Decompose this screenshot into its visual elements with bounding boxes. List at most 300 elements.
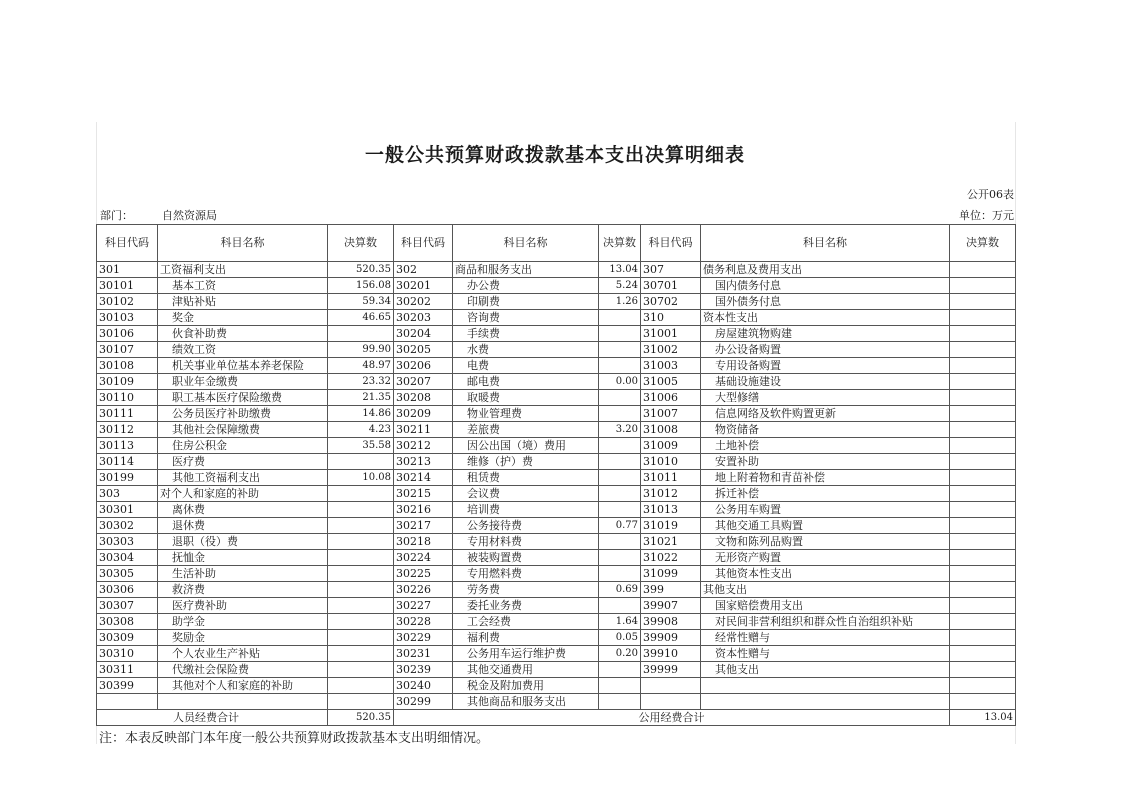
amount-cell-1: 10.08 xyxy=(328,470,394,486)
subject-name-cell-3: 地上附着物和青苗补偿 xyxy=(701,470,950,486)
amount-cell-3 xyxy=(950,358,1016,374)
subject-name-cell-3: 资本性赠与 xyxy=(701,646,950,662)
subject-code-cell-3: 31002 xyxy=(641,342,701,358)
subject-name-cell-1: 个人农业生产补贴 xyxy=(158,646,328,662)
subject-code-cell-2: 30227 xyxy=(394,598,453,614)
subject-code-cell-2: 30228 xyxy=(394,614,453,630)
subject-name-cell-2: 差旅费 xyxy=(453,422,599,438)
subject-code-cell-2: 30240 xyxy=(394,678,453,694)
subject-name-cell-1: 其他社会保障缴费 xyxy=(158,422,328,438)
public-total-value: 13.04 xyxy=(950,710,1016,726)
subject-name-cell-3: 物资储备 xyxy=(701,422,950,438)
subject-name-cell-3 xyxy=(701,678,950,694)
table-row xyxy=(97,502,1016,518)
subject-code-cell-1 xyxy=(97,694,158,710)
subject-code-cell-1: 30112 xyxy=(97,422,158,438)
amount-cell-3 xyxy=(950,470,1016,486)
subject-code-cell-3: 31009 xyxy=(641,438,701,454)
subject-code-cell-1: 30309 xyxy=(97,630,158,646)
amount-cell-2 xyxy=(599,454,641,470)
subject-code-cell-1: 30110 xyxy=(97,390,158,406)
subject-name-cell-3: 其他支出 xyxy=(701,582,950,598)
table-row xyxy=(97,310,1016,326)
amount-cell-1: 48.97 xyxy=(328,358,394,374)
totals-row xyxy=(97,710,1016,726)
subject-name-cell-2: 邮电费 xyxy=(453,374,599,390)
subject-code-cell-1: 30301 xyxy=(97,502,158,518)
table-row xyxy=(97,486,1016,502)
amount-cell-3 xyxy=(950,534,1016,550)
subject-name-cell-1: 抚恤金 xyxy=(158,550,328,566)
table-row xyxy=(97,390,1016,406)
amount-cell-1: 23.32 xyxy=(328,374,394,390)
footnote: 注：本表反映部门本年度一般公共预算财政拨款基本支出明细情况。 xyxy=(99,731,490,746)
header-amount-3: 决算数 xyxy=(950,225,1016,262)
subject-name-cell-2: 工会经费 xyxy=(453,614,599,630)
subject-code-cell-3: 31022 xyxy=(641,550,701,566)
amount-cell-1: 14.86 xyxy=(328,406,394,422)
subject-code-cell-3: 31013 xyxy=(641,502,701,518)
subject-name-cell-3: 无形资产购置 xyxy=(701,550,950,566)
subject-name-cell-1: 机关事业单位基本养老保险 xyxy=(158,358,328,374)
personnel-total-value: 520.35 xyxy=(328,710,394,726)
subject-code-cell-3: 31006 xyxy=(641,390,701,406)
subject-name-cell-1 xyxy=(158,694,328,710)
subject-code-cell-2: 30203 xyxy=(394,310,453,326)
table-row xyxy=(97,422,1016,438)
subject-name-cell-3: 大型修缮 xyxy=(701,390,950,406)
amount-cell-3 xyxy=(950,406,1016,422)
subject-code-cell-2: 30224 xyxy=(394,550,453,566)
amount-cell-1: 4.23 xyxy=(328,422,394,438)
subject-name-cell-3: 其他资本性支出 xyxy=(701,566,950,582)
expenditure-table-wrapper xyxy=(96,224,1015,726)
amount-cell-3 xyxy=(950,646,1016,662)
subject-code-cell-1: 30303 xyxy=(97,534,158,550)
subject-code-cell-3: 31001 xyxy=(641,326,701,342)
header-name-2: 科目名称 xyxy=(453,225,599,262)
subject-code-cell-1: 30108 xyxy=(97,358,158,374)
subject-name-cell-2: 税金及附加费用 xyxy=(453,678,599,694)
subject-code-cell-3: 399 xyxy=(641,582,701,598)
subject-name-cell-3: 土地补偿 xyxy=(701,438,950,454)
header-name-1: 科目名称 xyxy=(158,225,328,262)
subject-name-cell-3: 对民间非营利组织和群众性自治组织补贴 xyxy=(701,614,950,630)
amount-cell-2 xyxy=(599,470,641,486)
amount-cell-3 xyxy=(950,550,1016,566)
subject-name-cell-2: 租赁费 xyxy=(453,470,599,486)
amount-cell-1: 156.08 xyxy=(328,278,394,294)
amount-cell-1 xyxy=(328,694,394,710)
amount-cell-2 xyxy=(599,326,641,342)
header-code-2: 科目代码 xyxy=(394,225,453,262)
subject-code-cell-2: 30239 xyxy=(394,662,453,678)
subject-name-cell-1: 退职（役）费 xyxy=(158,534,328,550)
subject-name-cell-2: 专用材料费 xyxy=(453,534,599,550)
subject-name-cell-2: 公务用车运行维护费 xyxy=(453,646,599,662)
subject-name-cell-1: 离休费 xyxy=(158,502,328,518)
subject-name-cell-2: 公务接待费 xyxy=(453,518,599,534)
amount-cell-2: 5.24 xyxy=(599,278,641,294)
amount-cell-2: 0.77 xyxy=(599,518,641,534)
subject-name-cell-3: 国外债务付息 xyxy=(701,294,950,310)
subject-name-cell-3: 拆迁补偿 xyxy=(701,486,950,502)
table-row xyxy=(97,262,1016,278)
amount-cell-3 xyxy=(950,582,1016,598)
subject-code-cell-3: 39908 xyxy=(641,614,701,630)
subject-code-cell-3: 39910 xyxy=(641,646,701,662)
subject-code-cell-3 xyxy=(641,694,701,710)
subject-name-cell-2: 因公出国（境）费用 xyxy=(453,438,599,454)
subject-name-cell-2: 电费 xyxy=(453,358,599,374)
subject-name-cell-2: 物业管理费 xyxy=(453,406,599,422)
amount-cell-1 xyxy=(328,598,394,614)
amount-cell-2: 13.04 xyxy=(599,262,641,278)
subject-name-cell-1: 助学金 xyxy=(158,614,328,630)
subject-name-cell-2: 印刷费 xyxy=(453,294,599,310)
amount-cell-1 xyxy=(328,550,394,566)
amount-cell-2 xyxy=(599,550,641,566)
subject-code-cell-2: 30204 xyxy=(394,326,453,342)
amount-cell-2 xyxy=(599,438,641,454)
table-row xyxy=(97,582,1016,598)
subject-code-cell-2: 30208 xyxy=(394,390,453,406)
expenditure-table xyxy=(96,224,1016,726)
subject-name-cell-2: 水费 xyxy=(453,342,599,358)
subject-code-cell-1: 30307 xyxy=(97,598,158,614)
amount-cell-2: 3.20 xyxy=(599,422,641,438)
subject-code-cell-3: 31021 xyxy=(641,534,701,550)
subject-name-cell-2: 会议费 xyxy=(453,486,599,502)
amount-cell-3 xyxy=(950,518,1016,534)
table-row xyxy=(97,646,1016,662)
amount-cell-2 xyxy=(599,694,641,710)
subject-name-cell-1: 医疗费补助 xyxy=(158,598,328,614)
amount-cell-2 xyxy=(599,598,641,614)
amount-cell-1: 21.35 xyxy=(328,390,394,406)
table-row xyxy=(97,566,1016,582)
amount-cell-2 xyxy=(599,342,641,358)
subject-code-cell-2: 30202 xyxy=(394,294,453,310)
subject-name-cell-2: 专用燃料费 xyxy=(453,566,599,582)
subject-code-cell-2: 30207 xyxy=(394,374,453,390)
header-code-3: 科目代码 xyxy=(641,225,701,262)
subject-code-cell-1: 30311 xyxy=(97,662,158,678)
table-row xyxy=(97,374,1016,390)
amount-cell-1 xyxy=(328,326,394,342)
table-row xyxy=(97,694,1016,710)
subject-code-cell-2: 30201 xyxy=(394,278,453,294)
subject-name-cell-2: 其他商品和服务支出 xyxy=(453,694,599,710)
subject-code-cell-1: 30308 xyxy=(97,614,158,630)
subject-code-cell-3: 31099 xyxy=(641,566,701,582)
amount-cell-1 xyxy=(328,454,394,470)
amount-cell-2: 0.20 xyxy=(599,646,641,662)
subject-name-cell-2: 办公费 xyxy=(453,278,599,294)
amount-cell-3 xyxy=(950,262,1016,278)
amount-cell-2 xyxy=(599,678,641,694)
subject-code-cell-2: 30214 xyxy=(394,470,453,486)
table-row xyxy=(97,294,1016,310)
subject-code-cell-3: 30702 xyxy=(641,294,701,310)
subject-name-cell-1: 基本工资 xyxy=(158,278,328,294)
subject-name-cell-2: 培训费 xyxy=(453,502,599,518)
subject-code-cell-2: 30299 xyxy=(394,694,453,710)
table-row xyxy=(97,662,1016,678)
subject-name-cell-1: 工资福利支出 xyxy=(158,262,328,278)
amount-cell-3 xyxy=(950,678,1016,694)
subject-name-cell-1: 对个人和家庭的补助 xyxy=(158,486,328,502)
subject-code-cell-2: 30212 xyxy=(394,438,453,454)
unit-label: 单位：万元 xyxy=(959,209,1014,222)
amount-cell-1 xyxy=(328,614,394,630)
amount-cell-2: 1.26 xyxy=(599,294,641,310)
table-row xyxy=(97,342,1016,358)
table-body xyxy=(97,262,1016,710)
amount-cell-1 xyxy=(328,678,394,694)
subject-code-cell-3 xyxy=(641,678,701,694)
subject-name-cell-1: 奖金 xyxy=(158,310,328,326)
table-row xyxy=(97,470,1016,486)
subject-name-cell-2: 取暖费 xyxy=(453,390,599,406)
subject-name-cell-1: 伙食补助费 xyxy=(158,326,328,342)
subject-name-cell-1: 生活补助 xyxy=(158,566,328,582)
amount-cell-1 xyxy=(328,630,394,646)
subject-code-cell-1: 30102 xyxy=(97,294,158,310)
subject-name-cell-1: 其他对个人和家庭的补助 xyxy=(158,678,328,694)
amount-cell-3 xyxy=(950,326,1016,342)
subject-name-cell-3: 信息网络及软件购置更新 xyxy=(701,406,950,422)
amount-cell-1: 99.90 xyxy=(328,342,394,358)
subject-code-cell-3: 307 xyxy=(641,262,701,278)
subject-name-cell-2: 劳务费 xyxy=(453,582,599,598)
subject-name-cell-3: 基础设施建设 xyxy=(701,374,950,390)
subject-code-cell-3: 31008 xyxy=(641,422,701,438)
amount-cell-2: 0.05 xyxy=(599,630,641,646)
subject-name-cell-1: 职工基本医疗保险缴费 xyxy=(158,390,328,406)
amount-cell-2 xyxy=(599,406,641,422)
subject-code-cell-3: 31005 xyxy=(641,374,701,390)
subject-name-cell-2: 委托业务费 xyxy=(453,598,599,614)
amount-cell-3 xyxy=(950,310,1016,326)
department-value: 自然资源局 xyxy=(162,209,217,222)
amount-cell-3 xyxy=(950,614,1016,630)
amount-cell-1 xyxy=(328,662,394,678)
header-amount-1: 决算数 xyxy=(328,225,394,262)
subject-name-cell-1: 公务员医疗补助缴费 xyxy=(158,406,328,422)
subject-code-cell-2: 30215 xyxy=(394,486,453,502)
table-row xyxy=(97,278,1016,294)
subject-name-cell-3: 国家赔偿费用支出 xyxy=(701,598,950,614)
subject-code-cell-1: 30111 xyxy=(97,406,158,422)
subject-code-cell-1: 30199 xyxy=(97,470,158,486)
subject-code-cell-1: 30103 xyxy=(97,310,158,326)
personnel-total-label: 人员经费合计 xyxy=(97,710,328,726)
amount-cell-3 xyxy=(950,390,1016,406)
subject-code-cell-3: 30701 xyxy=(641,278,701,294)
table-row xyxy=(97,406,1016,422)
subject-code-cell-1: 30306 xyxy=(97,582,158,598)
subject-name-cell-3: 债务利息及费用支出 xyxy=(701,262,950,278)
amount-cell-1 xyxy=(328,566,394,582)
table-row xyxy=(97,358,1016,374)
subject-name-cell-1: 职业年金缴费 xyxy=(158,374,328,390)
subject-code-cell-3: 31012 xyxy=(641,486,701,502)
amount-cell-3 xyxy=(950,486,1016,502)
amount-cell-1 xyxy=(328,646,394,662)
amount-cell-1: 46.65 xyxy=(328,310,394,326)
subject-name-cell-3: 其他交通工具购置 xyxy=(701,518,950,534)
table-row xyxy=(97,326,1016,342)
subject-code-cell-3: 31003 xyxy=(641,358,701,374)
header-amount-2: 决算数 xyxy=(599,225,641,262)
amount-cell-2 xyxy=(599,566,641,582)
amount-cell-3 xyxy=(950,278,1016,294)
amount-cell-3 xyxy=(950,438,1016,454)
amount-cell-3 xyxy=(950,662,1016,678)
subject-name-cell-1: 绩效工资 xyxy=(158,342,328,358)
subject-code-cell-2: 30217 xyxy=(394,518,453,534)
table-row xyxy=(97,518,1016,534)
subject-name-cell-2: 手续费 xyxy=(453,326,599,342)
subject-code-cell-1: 30107 xyxy=(97,342,158,358)
subject-code-cell-1: 30310 xyxy=(97,646,158,662)
subject-name-cell-3: 办公设备购置 xyxy=(701,342,950,358)
subject-name-cell-3: 专用设备购置 xyxy=(701,358,950,374)
amount-cell-2 xyxy=(599,390,641,406)
subject-name-cell-3: 其他支出 xyxy=(701,662,950,678)
subject-name-cell-3: 国内债务付息 xyxy=(701,278,950,294)
subject-code-cell-3: 31007 xyxy=(641,406,701,422)
subject-code-cell-1: 30109 xyxy=(97,374,158,390)
subject-name-cell-1: 救济费 xyxy=(158,582,328,598)
subject-code-cell-1: 30305 xyxy=(97,566,158,582)
amount-cell-3 xyxy=(950,422,1016,438)
table-row xyxy=(97,454,1016,470)
table-row xyxy=(97,598,1016,614)
amount-cell-3 xyxy=(950,630,1016,646)
subject-code-cell-2: 30226 xyxy=(394,582,453,598)
amount-cell-2: 0.00 xyxy=(599,374,641,390)
subject-code-cell-2: 30206 xyxy=(394,358,453,374)
header-row xyxy=(97,225,1016,262)
subject-code-cell-2: 302 xyxy=(394,262,453,278)
subject-name-cell-1: 奖励金 xyxy=(158,630,328,646)
amount-cell-3 xyxy=(950,694,1016,710)
amount-cell-3 xyxy=(950,374,1016,390)
amount-cell-1: 59.34 xyxy=(328,294,394,310)
amount-cell-2 xyxy=(599,310,641,326)
subject-name-cell-1: 医疗费 xyxy=(158,454,328,470)
subject-code-cell-1: 30114 xyxy=(97,454,158,470)
subject-name-cell-3: 经常性赠与 xyxy=(701,630,950,646)
amount-cell-2 xyxy=(599,502,641,518)
subject-code-cell-2: 30211 xyxy=(394,422,453,438)
subject-name-cell-2: 福利费 xyxy=(453,630,599,646)
subject-name-cell-1: 住房公积金 xyxy=(158,438,328,454)
subject-code-cell-2: 30225 xyxy=(394,566,453,582)
amount-cell-3 xyxy=(950,342,1016,358)
subject-name-cell-2: 其他交通费用 xyxy=(453,662,599,678)
amount-cell-2 xyxy=(599,534,641,550)
subject-code-cell-2: 30231 xyxy=(394,646,453,662)
subject-name-cell-3 xyxy=(701,694,950,710)
table-row xyxy=(97,438,1016,454)
subject-name-cell-1: 代缴社会保险费 xyxy=(158,662,328,678)
subject-code-cell-2: 30229 xyxy=(394,630,453,646)
form-code: 公开06表 xyxy=(967,188,1014,201)
table-row xyxy=(97,614,1016,630)
page-title: 一般公共预算财政拨款基本支出决算明细表 xyxy=(364,144,745,166)
table-row xyxy=(97,630,1016,646)
amount-cell-2 xyxy=(599,662,641,678)
table-row xyxy=(97,550,1016,566)
subject-name-cell-3: 房屋建筑物购建 xyxy=(701,326,950,342)
subject-code-cell-2: 30218 xyxy=(394,534,453,550)
subject-code-cell-2: 30209 xyxy=(394,406,453,422)
amount-cell-3 xyxy=(950,454,1016,470)
amount-cell-1 xyxy=(328,534,394,550)
amount-cell-2 xyxy=(599,358,641,374)
subject-name-cell-3: 资本性支出 xyxy=(701,310,950,326)
subject-name-cell-2: 商品和服务支出 xyxy=(453,262,599,278)
subject-name-cell-2: 咨询费 xyxy=(453,310,599,326)
table-row xyxy=(97,534,1016,550)
subject-code-cell-3: 39999 xyxy=(641,662,701,678)
subject-code-cell-3: 31019 xyxy=(641,518,701,534)
subject-name-cell-3: 文物和陈列品购置 xyxy=(701,534,950,550)
subject-code-cell-2: 30213 xyxy=(394,454,453,470)
subject-code-cell-3: 31010 xyxy=(641,454,701,470)
subject-code-cell-1: 303 xyxy=(97,486,158,502)
subject-code-cell-3: 310 xyxy=(641,310,701,326)
public-total-label: 公用经费合计 xyxy=(394,710,950,726)
amount-cell-3 xyxy=(950,294,1016,310)
subject-code-cell-1: 30101 xyxy=(97,278,158,294)
subject-code-cell-1: 30113 xyxy=(97,438,158,454)
amount-cell-1 xyxy=(328,582,394,598)
header-name-3: 科目名称 xyxy=(701,225,950,262)
subject-code-cell-1: 30302 xyxy=(97,518,158,534)
subject-code-cell-3: 31011 xyxy=(641,470,701,486)
subject-code-cell-2: 30216 xyxy=(394,502,453,518)
subject-code-cell-3: 39907 xyxy=(641,598,701,614)
amount-cell-1: 520.35 xyxy=(328,262,394,278)
amount-cell-1: 35.58 xyxy=(328,438,394,454)
subject-code-cell-1: 30304 xyxy=(97,550,158,566)
amount-cell-3 xyxy=(950,566,1016,582)
amount-cell-2 xyxy=(599,486,641,502)
subject-name-cell-2: 被装购置费 xyxy=(453,550,599,566)
amount-cell-1 xyxy=(328,502,394,518)
department-label: 部门： xyxy=(100,209,133,222)
amount-cell-3 xyxy=(950,502,1016,518)
header-code-1: 科目代码 xyxy=(97,225,158,262)
subject-code-cell-3: 39909 xyxy=(641,630,701,646)
amount-cell-1 xyxy=(328,518,394,534)
subject-name-cell-1: 其他工资福利支出 xyxy=(158,470,328,486)
subject-name-cell-2: 维修（护）费 xyxy=(453,454,599,470)
subject-code-cell-2: 30205 xyxy=(394,342,453,358)
subject-name-cell-3: 公务用车购置 xyxy=(701,502,950,518)
subject-code-cell-1: 30399 xyxy=(97,678,158,694)
amount-cell-2: 0.69 xyxy=(599,582,641,598)
subject-code-cell-1: 30106 xyxy=(97,326,158,342)
table-row xyxy=(97,678,1016,694)
amount-cell-1 xyxy=(328,486,394,502)
subject-name-cell-3: 安置补助 xyxy=(701,454,950,470)
subject-code-cell-1: 301 xyxy=(97,262,158,278)
